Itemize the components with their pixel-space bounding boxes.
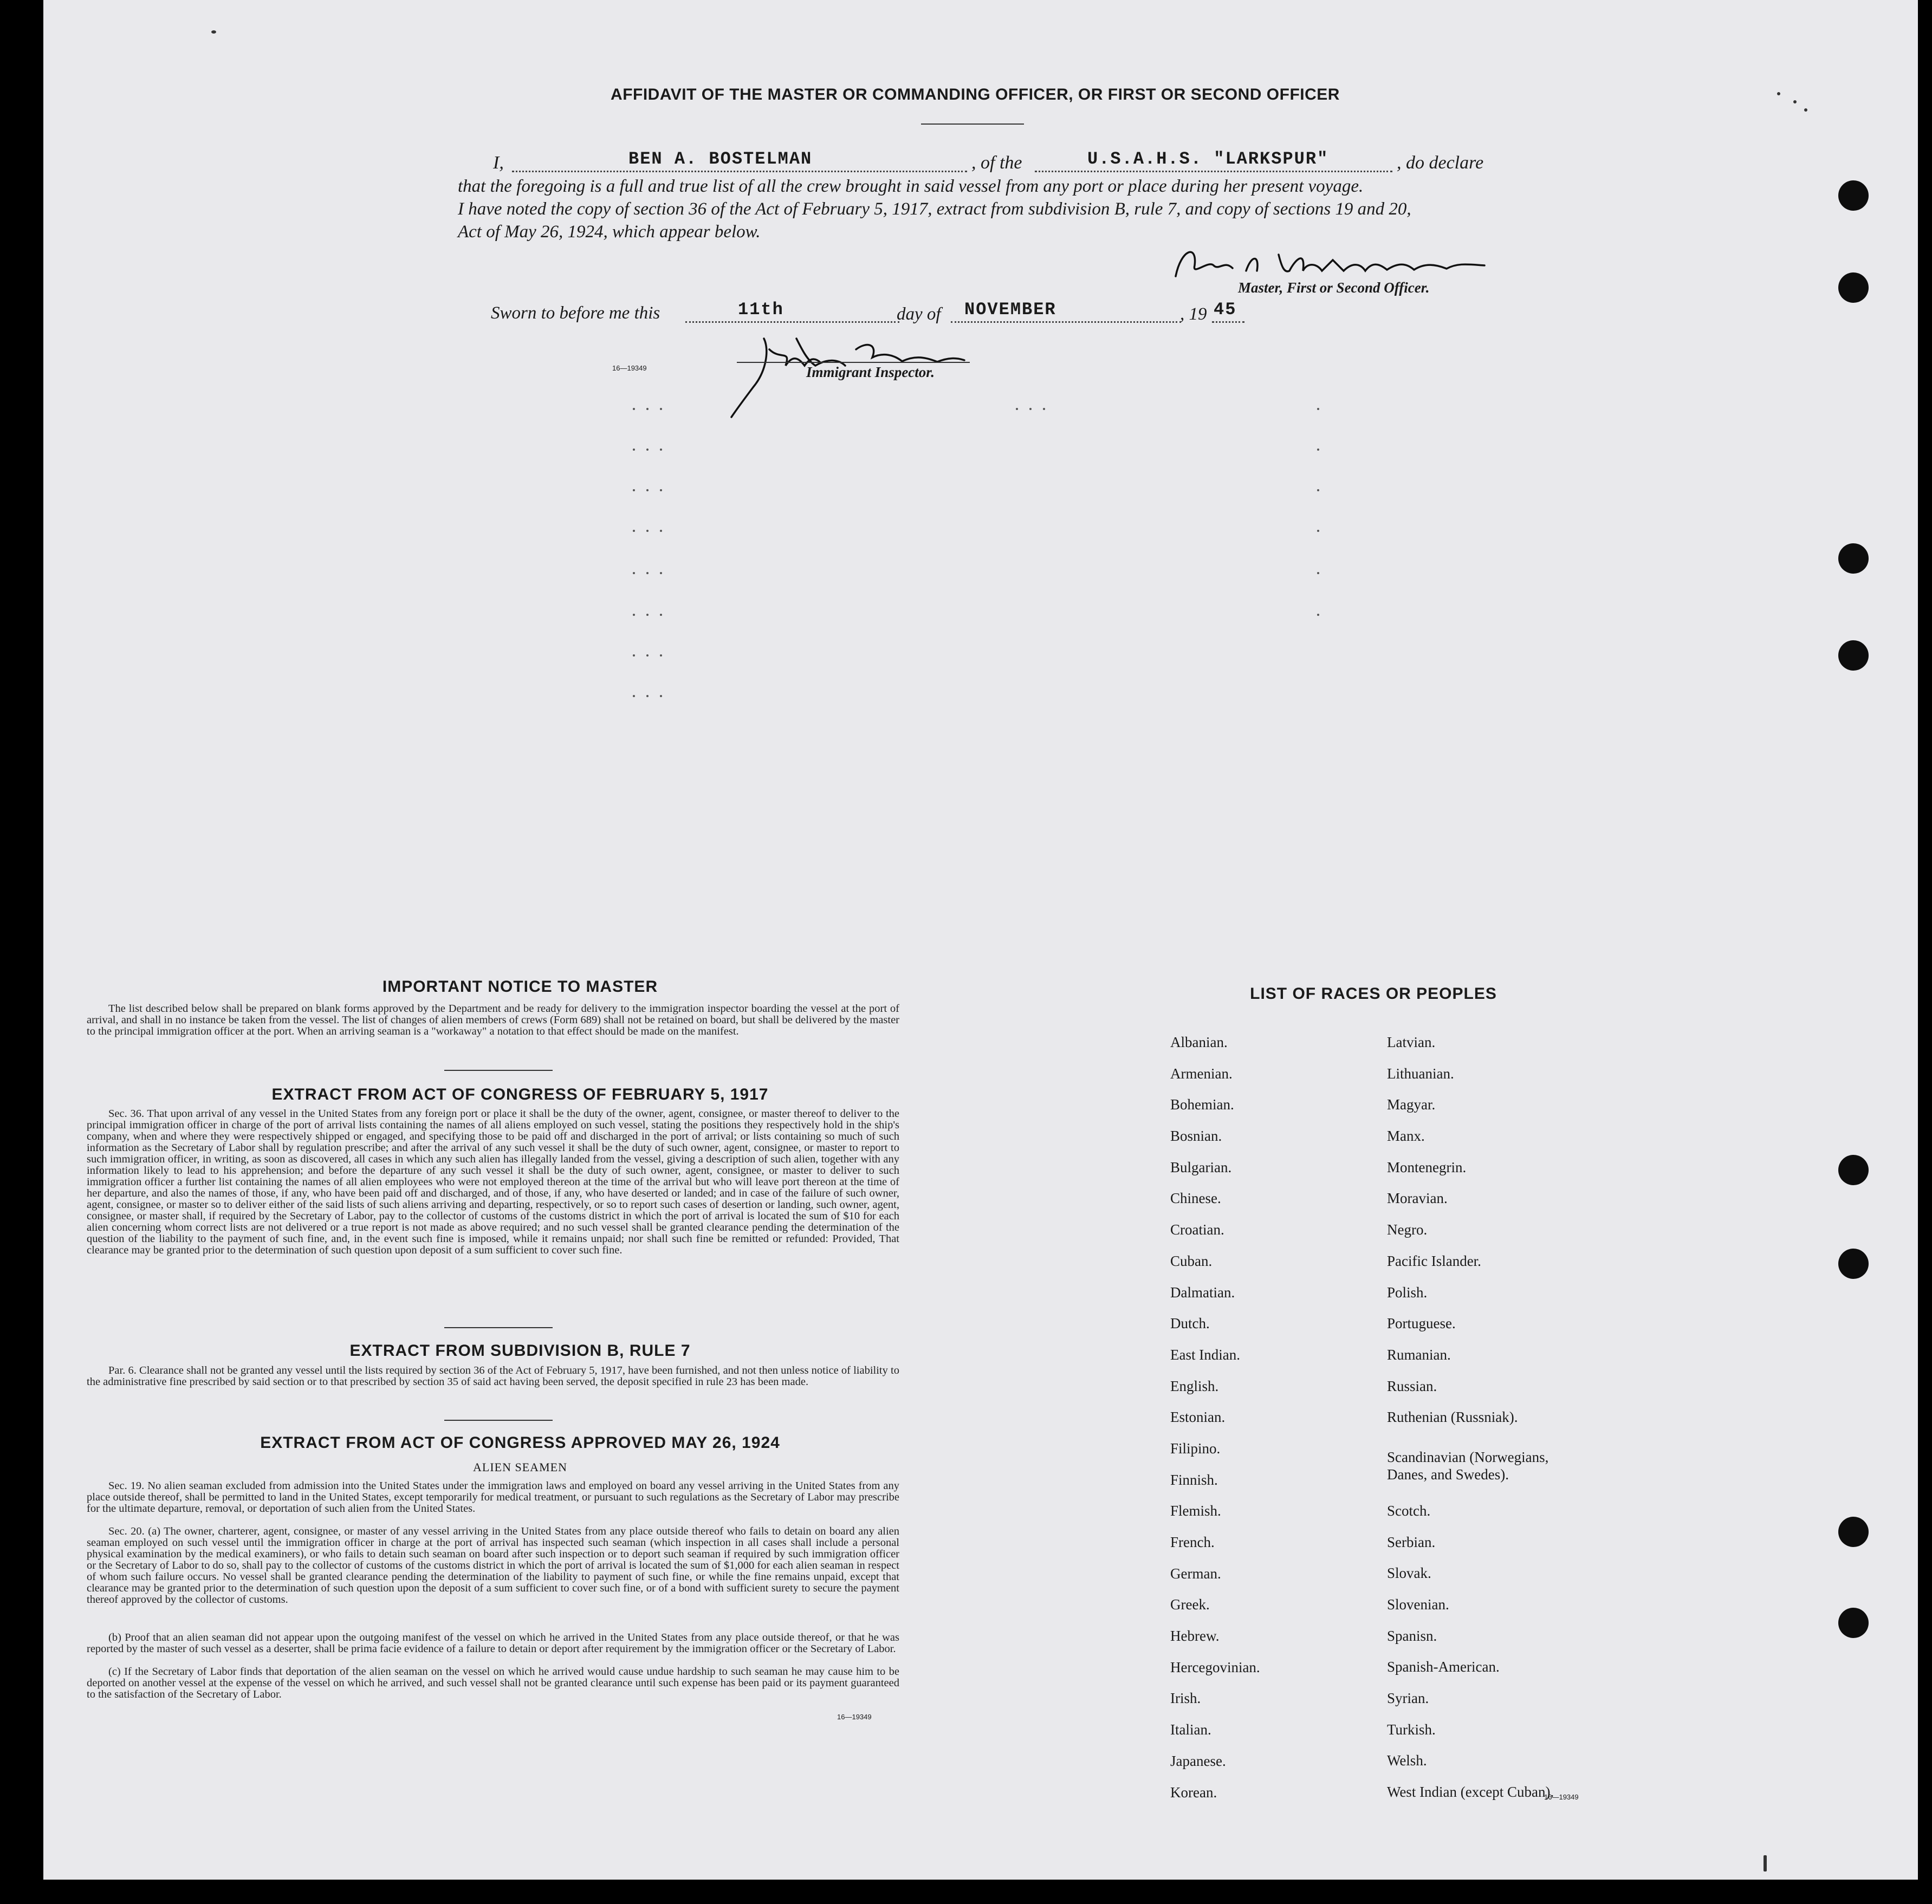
form-number-right: 16—19349 bbox=[1544, 1793, 1579, 1801]
extract-1917-heading: EXTRACT FROM ACT OF CONGRESS OF FEBRUARY 5, 1917 bbox=[271, 1086, 769, 1103]
extract-1924-heading: EXTRACT FROM ACT OF CONGRESS APPROVED MAY 26, 1924 bbox=[260, 1434, 780, 1452]
month-field-line bbox=[951, 321, 1181, 323]
race-item: Slovak. bbox=[1387, 1565, 1431, 1582]
race-item: English. bbox=[1170, 1377, 1219, 1394]
notice-body: The list described below shall be prepared on blank forms approved by the Department and be ready for delivery to the immigration inspector boarding the vessel at the port of arrival, and shall in no instance be taken from the vessel. The list of changes of alien members of crews (Form 689) shall not be retained on board, but shall be delivered by the master to the principal immigration officer at the port. When an arriving seaman is a "workaway" a notation to that effect should be made on the manifest. bbox=[87, 1003, 899, 1037]
race-item: Hercegovinian. bbox=[1170, 1659, 1260, 1675]
race-item: Bohemian. bbox=[1170, 1096, 1234, 1113]
punch-hole bbox=[1838, 1517, 1869, 1547]
race-item: Serbian. bbox=[1387, 1533, 1436, 1550]
declaration-line-2: that the foregoing is a full and true list of all the crew brought in said vessel from any port or place during her present voyage. bbox=[458, 177, 1364, 196]
race-item: Cuban. bbox=[1170, 1252, 1213, 1269]
races-heading: LIST OF RACES OR PEOPLES bbox=[1250, 985, 1497, 1003]
declaration-line-4: Act of May 26, 1924, which appear below. bbox=[458, 222, 761, 242]
year-prefix: , 19 bbox=[1180, 304, 1207, 324]
sworn-month-value: NOVEMBER bbox=[964, 300, 1056, 320]
year-field-line bbox=[1212, 321, 1244, 323]
divider bbox=[444, 1327, 553, 1328]
speck bbox=[1793, 100, 1797, 103]
race-item: Chinese. bbox=[1170, 1190, 1221, 1207]
race-item: Scandinavian (Norwegians, Danes, and Swedes). bbox=[1387, 1448, 1549, 1483]
rule-7-body: Par. 6. Clearance shall not be granted any vessel until the lists required by section 36 of the Act of February 5, 1917, have been furnished, and not then unless notice of liability to the administrative fine prescribed by said section or to that prescribed by section 35 of said act having been served, the deposit specified in rule 23 has been made. bbox=[87, 1364, 899, 1388]
race-item: Estonian. bbox=[1170, 1409, 1226, 1426]
punch-hole bbox=[1838, 543, 1869, 574]
race-item: Pacific Islander. bbox=[1387, 1252, 1481, 1269]
race-item: Bulgarian. bbox=[1170, 1159, 1232, 1175]
race-item: Filipino. bbox=[1170, 1440, 1221, 1457]
race-item: Manx. bbox=[1387, 1128, 1425, 1145]
race-item: German. bbox=[1170, 1565, 1221, 1582]
extract-1917-body: Sec. 36. That upon arrival of any vessel in the United States from any foreign port or place it shall be the duty of the owner, agent, consignee, or master thereof to deliver to the principal immigration officer in charge of the port of arrival lists containing the names of all aliens employed on such vessel, stating the positions they respectively hold in the ship's company, when and where they were respectively shipped or engaged, and specifying those to be paid off and discharged in the port of arrival; or lists containing so much of such information as the Secretary of Labor shall by regulation prescribe; and after the arrival of any such vessel it shall be the duty of such owner, agent, consignee, or master to report to such immigration officer, in writing, as soon as discovered, all cases in which any such alien has illegally landed from the vessel, giving a description of such alien, together with any information likely to lead to his apprehension; and before the departure of any such vessel it shall be the duty of such owner, agent, consignee, or master to deliver to such immigration officer a further list containing the names of all alien employees who were not employed thereon at the time of the arrival but who will leave port thereon at the time of her departure, and also the names of those, if any, who have been paid off and discharged, and of those, if any, who have deserted or landed; and in case of the failure of such owner, agent, consignee, or master so to deliver either of the said lists of such aliens arriving and departing, respectively, or so to report such cases of desertion or landing, such owner, agent, consignee, or master shall, if required by the Secretary of Labor, pay to the collector of customs of the customs district in which the port of arrival is located the sum of $10 for each alien concerning whom correct lists are not delivered or a true report is not made as above required; and no such vessel shall be granted clearance pending the determination of the question of the liability to the payment of such fine, and, in the event such fine is imposed, while it remains unpaid; nor shall such fine be remitted or refunded: Provided, That clearance may be granted prior to the determination of such question upon deposit of a sum sufficient to cover such fine. bbox=[87, 1108, 899, 1256]
vessel-name-value: U.S.A.H.S. "LARKSPUR" bbox=[1087, 149, 1329, 169]
race-item: Spanisn. bbox=[1387, 1627, 1437, 1644]
sec-20a-body: Sec. 20. (a) The owner, charterer, agent, consignee, or master of any vessel arriving in the United States from any place outside thereof who fails to detain on board any alien seaman employed on such vessel until the immigration officer in charge at the port of arrival has inspected such seaman (which inspection in all cases shall include a personal physical examination by the medical examiners), or who fails to detain such seaman on board after such inspection or to deport such seaman if required by such immigration officer or the Secretary of Labor to do so, shall pay to the collector of customs of the customs district in which the port of arrival is located the sum of $1,000 for each alien seaman in respect of whom such failure occurs. No vessel shall be granted clearance pending the determination of the liability to payment of such fine, or while the fine remains unpaid, except that clearance may be granted prior to the determination of such question upon the deposit of a sum sufficient to cover such fine, or of a bond with sufficient surety to secure the payment thereof approved by the collector of customs. bbox=[87, 1525, 899, 1606]
punch-hole bbox=[1838, 272, 1869, 303]
punch-hole bbox=[1838, 1608, 1869, 1638]
title-underline bbox=[921, 124, 1024, 125]
punch-hole bbox=[1838, 1249, 1869, 1279]
race-item: Greek. bbox=[1170, 1596, 1210, 1613]
sec-20c-body: (c) If the Secretary of Labor finds that deportation of the alien seaman on the vessel on which he arrived would cause undue hardship to such seaman he may cause him to be deported on another vessel at the expense of the vessel on which he arrived, and such vessel shall not be granted clearance until such expense has been paid or its payment guaranteed to the satisfaction of the Secretary of Labor. bbox=[87, 1666, 899, 1700]
race-item: Bosnian. bbox=[1170, 1128, 1222, 1145]
divider bbox=[444, 1420, 553, 1421]
race-item: Japanese. bbox=[1170, 1752, 1226, 1769]
sec-20b-body: (b) Proof that an alien seaman did not appear upon the outgoing manifest of the vessel on which he arrived in the United States from any place outside thereof, or that he was reported by the master of such vessel as a deserter, shall be prima facie evidence of a failure to detain or deport after requirement by the immigration officer or the Secretary of Labor. bbox=[87, 1632, 899, 1655]
alien-seamen-subheading: ALIEN SEAMEN bbox=[473, 1460, 567, 1474]
name-field-line bbox=[512, 171, 967, 172]
race-item: West Indian (except Cuban). bbox=[1387, 1784, 1554, 1801]
race-item: Latvian. bbox=[1387, 1034, 1436, 1050]
race-item: Albanian. bbox=[1170, 1034, 1228, 1050]
vessel-field-line bbox=[1035, 171, 1392, 172]
declaration-line-3: I have noted the copy of section 36 of the Act of February 5, 1917, extract from subdivision B, rule 7, and copy of sections 19 and 20, bbox=[458, 199, 1411, 219]
race-item: Ruthenian (Russniak). bbox=[1387, 1409, 1518, 1426]
race-item: Magyar. bbox=[1387, 1096, 1436, 1113]
do-declare-label: , do declare bbox=[1397, 153, 1484, 173]
faint-column-marks bbox=[623, 401, 1327, 780]
speck bbox=[1777, 92, 1780, 95]
day-of-label: day of bbox=[897, 304, 941, 324]
day-field-line bbox=[685, 321, 899, 323]
race-item: Slovenian. bbox=[1387, 1596, 1449, 1613]
speck bbox=[1764, 1855, 1767, 1871]
sworn-day-value: 11th bbox=[738, 300, 784, 320]
race-item: Dutch. bbox=[1170, 1315, 1210, 1332]
race-item: Flemish. bbox=[1170, 1503, 1221, 1519]
race-item: Scotch. bbox=[1387, 1502, 1431, 1519]
master-caption: Master, First or Second Officer. bbox=[1238, 280, 1430, 296]
punch-hole bbox=[1838, 180, 1869, 211]
sworn-label: Sworn to before me this bbox=[491, 303, 660, 323]
form-number-left: 16—19349 bbox=[837, 1713, 872, 1721]
inspector-line bbox=[737, 362, 970, 363]
races-left-column bbox=[1170, 1034, 1365, 1815]
race-item: Hebrew. bbox=[1170, 1628, 1220, 1645]
rule-7-heading: EXTRACT FROM SUBDIVISION B, RULE 7 bbox=[349, 1342, 691, 1360]
i-label: I, bbox=[493, 153, 504, 173]
affidavit-title: AFFIDAVIT OF THE MASTER OR COMMANDING OFFICER, OR FIRST OR SECOND OFFICER bbox=[611, 86, 1340, 103]
race-item: Spanish-American. bbox=[1387, 1659, 1500, 1675]
race-item: Italian. bbox=[1170, 1721, 1211, 1738]
speck bbox=[211, 30, 216, 34]
race-item: Croatian. bbox=[1170, 1221, 1224, 1238]
race-item: Russian. bbox=[1387, 1377, 1437, 1394]
race-item: Syrian. bbox=[1387, 1690, 1429, 1707]
race-item: Moravian. bbox=[1387, 1190, 1448, 1207]
race-item: Lithuanian. bbox=[1387, 1065, 1454, 1082]
form-number-top: 16—19349 bbox=[612, 364, 647, 372]
speck bbox=[1804, 108, 1807, 112]
punch-hole bbox=[1838, 640, 1869, 671]
master-name-value: BEN A. BOSTELMAN bbox=[628, 149, 813, 169]
race-item: Armenian. bbox=[1170, 1065, 1233, 1082]
race-item: Negro. bbox=[1387, 1221, 1428, 1238]
punch-hole bbox=[1838, 1155, 1869, 1185]
race-item: Korean. bbox=[1170, 1784, 1217, 1801]
of-the-label: , of the bbox=[971, 153, 1022, 173]
divider bbox=[444, 1070, 553, 1071]
race-item: Finnish. bbox=[1170, 1471, 1218, 1488]
race-item: Turkish. bbox=[1387, 1721, 1436, 1738]
race-item: Irish. bbox=[1170, 1690, 1201, 1707]
sec-19-body: Sec. 19. No alien seaman excluded from admission into the United States under the immigration laws and employed on board any vessel arriving in the United States from any place outside thereof, shall be permitted to land in the United States, except temporarily for medical treatment, or pursuant to such regulations as the Secretary of Labor may prescribe for the ultimate departure, removal, or deportation of such alien from the United States. bbox=[87, 1480, 899, 1515]
race-item: Polish. bbox=[1387, 1284, 1428, 1301]
race-item: East Indian. bbox=[1170, 1346, 1240, 1363]
notice-heading: IMPORTANT NOTICE TO MASTER bbox=[382, 978, 658, 996]
race-item: French. bbox=[1170, 1534, 1215, 1550]
sworn-year-value: 45 bbox=[1214, 300, 1237, 320]
race-item: Rumanian. bbox=[1387, 1346, 1451, 1363]
race-item: Welsh. bbox=[1387, 1752, 1427, 1769]
race-item: Portuguese. bbox=[1387, 1315, 1456, 1332]
inspector-caption: Immigrant Inspector. bbox=[806, 364, 935, 380]
race-item: Montenegrin. bbox=[1387, 1159, 1467, 1175]
races-right-column bbox=[1387, 1034, 1669, 1815]
race-item: Dalmatian. bbox=[1170, 1284, 1235, 1301]
